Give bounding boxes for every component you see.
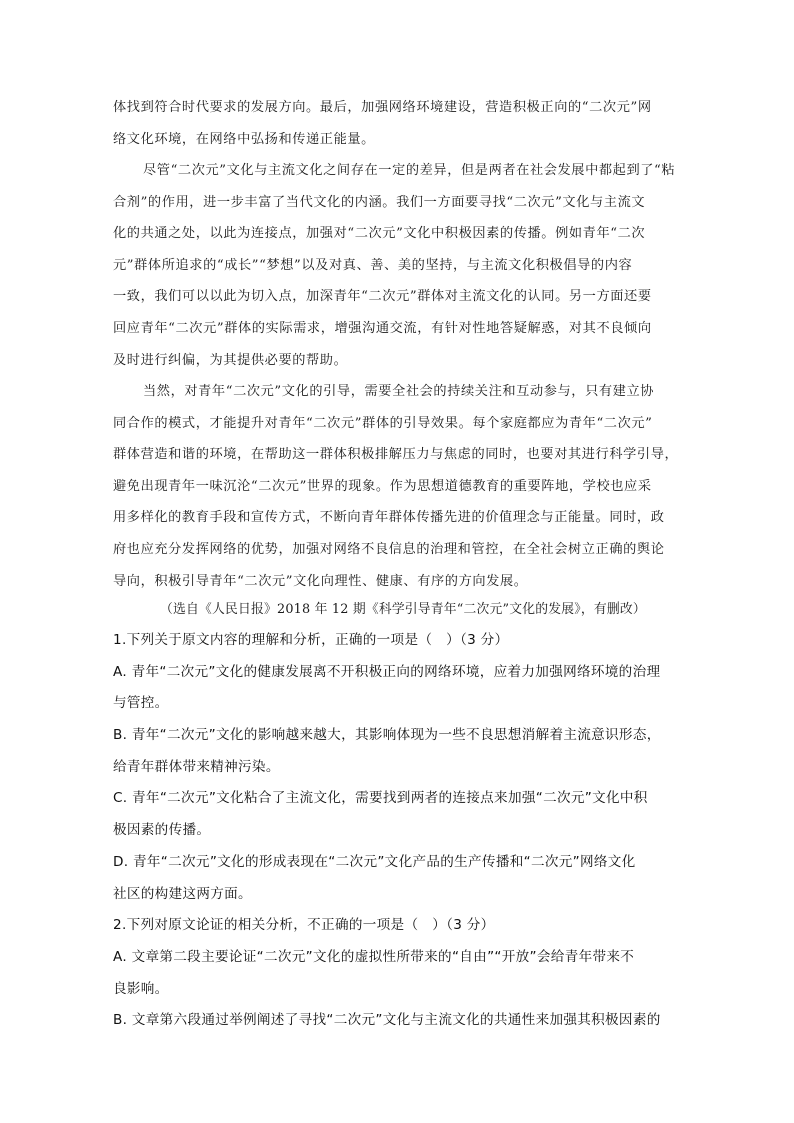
passage-paragraph-2 bbox=[113, 155, 681, 376]
question-1-option-c-cont: 极因素的传播。 bbox=[113, 822, 211, 839]
text-line: 群体营造和谐的环境，在帮助这一群体积极排解压力与焦虑的同时，也要对其进行科学引导， bbox=[113, 447, 679, 463]
text-line: 尽管“二次元”文化与主流文化之间存在一定的差异，但是两者在社会发展中都起到了“粘 bbox=[143, 163, 676, 178]
question-1-stem: 1.下列关于原文内容的理解和分析，正确的一项是（ ）（3 分） bbox=[113, 632, 509, 648]
text-line: 府也应充分发挥网络的优势，加强对网络不良信息的治理和管控，在全社会树立正确的舆论 bbox=[113, 541, 665, 557]
text-line: 同合作的模式，才能提升对青年“二次元”群体的引导效果。每个家庭都应为青年“二次元” bbox=[113, 415, 653, 431]
question-1-option-d: D. 青年“二次元”文化的形成表现在“二次元”文化产品的生产传播和“二次元”网络文化 bbox=[113, 853, 636, 870]
text-line: 避免出现青年一味沉沦“二次元”世界的现象。作为思想道德教育的重要阵地，学校也应采 bbox=[113, 478, 652, 494]
text-line: 体找到符合时代要求的发展方向。最后，加强网络环境建设，营造积极正向的“二次元”网 bbox=[113, 100, 652, 115]
question-2-option-b: B. 文章第六段通过举例阐述了寻找“二次元”文化与主流文化的共通性来加强其积极因素的 bbox=[113, 1012, 661, 1029]
text-line: 回应青年“二次元”群体的实际需求，增强沟通交流，有针对性地答疑解惑，对其不良倾向 bbox=[113, 320, 652, 336]
question-1-option-b-cont: 给青年群体带来精神污染。 bbox=[113, 758, 280, 775]
text-line: 当然，对青年“二次元”文化的引导，需要全社会的持续关注和互动参与，只有建立协 bbox=[143, 384, 655, 399]
text-line: 及时进行纠偏，为其提供必要的帮助。 bbox=[113, 352, 348, 368]
text-line: 合剂”的作用，进一步丰富了当代文化的内涵。我们一方面要寻找“二次元”文化与主流文 bbox=[113, 194, 646, 210]
question-1-option-d-cont: 社区的构建这两方面。 bbox=[113, 885, 252, 902]
text-line: 一致，我们可以以此为切入点，加深青年“二次元”群体对主流文化的认同。另一方面还要 bbox=[113, 289, 652, 305]
text-line: 导向，积极引导青年“二次元”文化向理性、健康、有序的方向发展。 bbox=[113, 573, 528, 589]
passage-paragraph-1 bbox=[113, 92, 681, 155]
passage-paragraph-3 bbox=[113, 376, 681, 597]
question-1-option-a: A. 青年“二次元”文化的健康发展离不开积极正向的网络环境，应着力加强网络环境的治理 bbox=[113, 663, 661, 680]
text-line: 元”群体所追求的“成长”“梦想”以及对真、善、美的坚持，与主流文化积极倡导的内容 bbox=[113, 257, 633, 273]
question-2-stem: 2.下列对原文论证的相关分析，不正确的一项是（ ）（3 分） bbox=[113, 917, 495, 934]
question-2-option-a-cont: 良影响。 bbox=[113, 980, 169, 997]
question-2-option-a: A. 文章第二段主要论证“二次元”文化的虚拟性所带来的“自由”“开放”会给青年带来不 bbox=[113, 948, 635, 965]
text-line: 络文化环境，在网络中弘扬和传递正能量。 bbox=[113, 131, 375, 147]
text-line: 化的共通之处，以此为连接点，加强对“二次元”文化中积极因素的传播。例如青年“二次 bbox=[113, 226, 646, 242]
source-citation: （选自《人民日报》2018 年 12 期《科学引导青年“二次元”文化的发展》，有删改） bbox=[160, 602, 646, 617]
text-line: 用多样化的教育手段和宣传方式，不断向青年群体传播先进的价值理念与正能量。同时，政 bbox=[113, 510, 665, 526]
question-1-option-b: B. 青年“二次元”文化的影响越来越大，其影响体现为一些不良思想消解着主流意识形态， bbox=[113, 727, 661, 744]
question-1-option-a-cont: 与管控。 bbox=[113, 695, 169, 712]
question-1-option-c: C. 青年“二次元”文化粘合了主流文化，需要找到两者的连接点来加强“二次元”文化中积 bbox=[113, 790, 648, 807]
questions-section bbox=[113, 625, 681, 1037]
